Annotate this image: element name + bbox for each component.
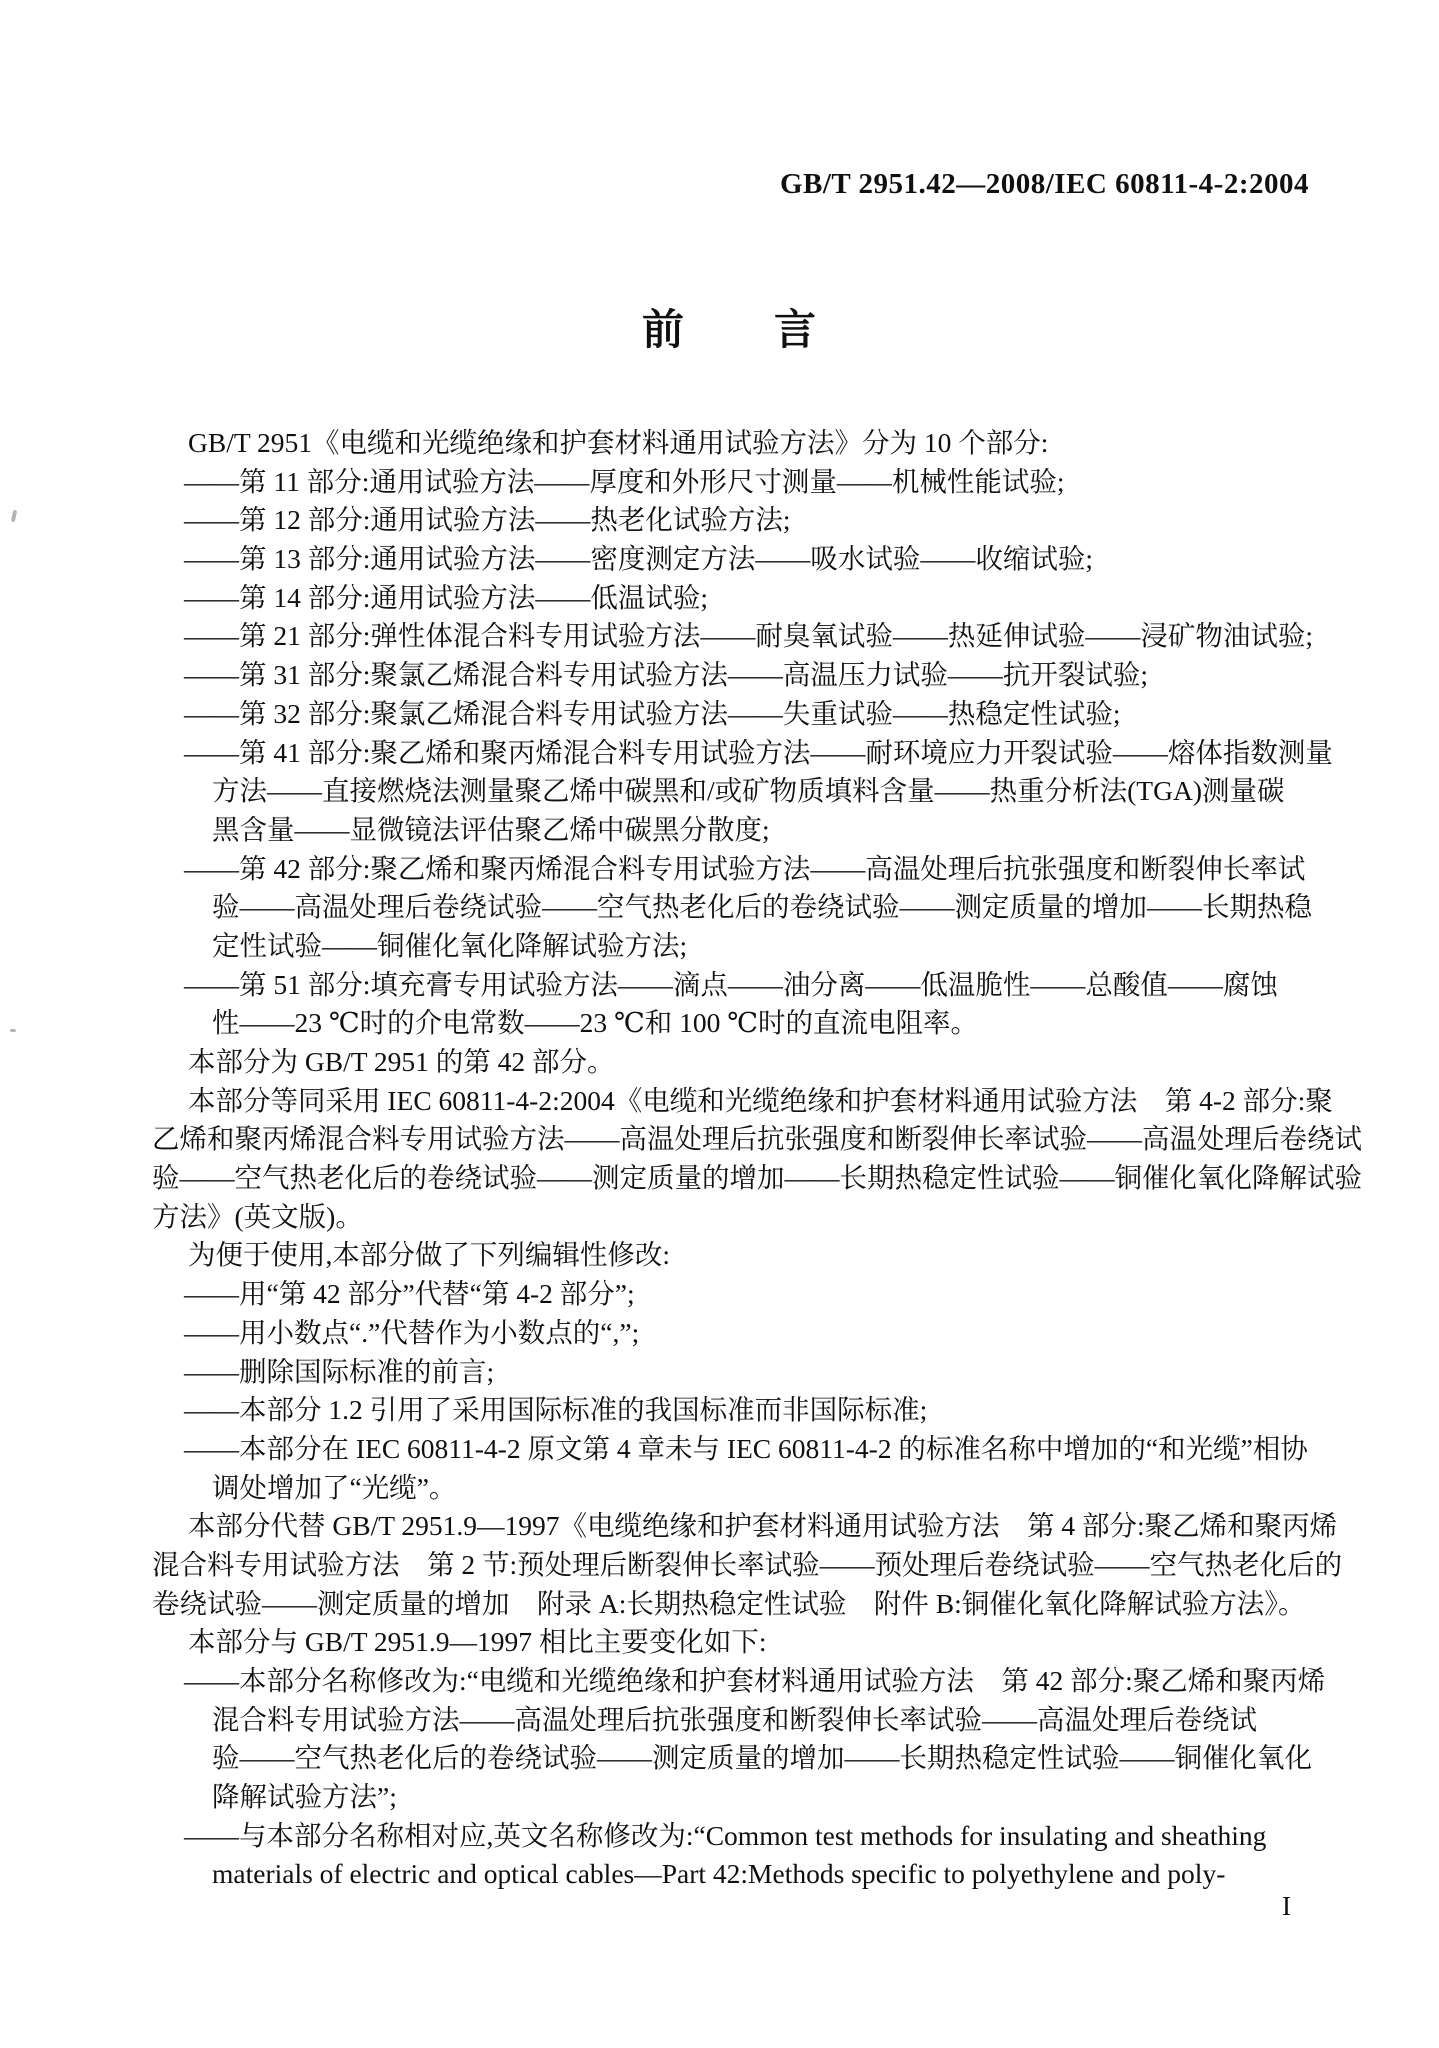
text-line: ——本部分名称修改为:“电缆和光缆绝缘和护套材料通用试验方法 第 42 部分:聚乙烯和聚丙烯 [184, 1665, 1326, 1696]
text-line: 本部分代替 GB/T 2951.9—1997《电缆绝缘和护套材料通用试验方法 第 4 部分:聚乙烯和聚丙烯 [188, 1510, 1338, 1542]
text-line: 方法》(英文版)。 [152, 1200, 363, 1232]
text-line: 为便于使用,本部分做了下列编辑性修改: [188, 1239, 671, 1271]
text-line: 本部分与 GB/T 2951.9—1997 相比主要变化如下: [188, 1626, 767, 1658]
text-line: ——本部分 1.2 引用了采用国际标准的我国标准而非国际标准; [184, 1394, 928, 1426]
text-line: 混合料专用试验方法——高温处理后抗张强度和断裂伸长率试验——高温处理后卷绕试 [212, 1703, 1257, 1735]
page-title: 前 言 [641, 308, 818, 354]
text-line: 黑含量——显微镜法评估聚乙烯中碳黑分散度; [212, 813, 770, 845]
text-line: ——第 51 部分:填充膏专用试验方法——滴点——油分离——低温脆性——总酸值——腐蚀 [184, 968, 1278, 1000]
text-line: ——删除国际标准的前言; [184, 1355, 495, 1387]
text-line: 定性试验——铜催化氧化降解试验方法; [212, 929, 688, 961]
text-line: 验——空气热老化后的卷绕试验——测定质量的增加——长期热稳定性试验——铜催化氧化 [212, 1742, 1312, 1774]
text-line: 本部分为 GB/T 2951 的第 42 部分。 [188, 1046, 615, 1077]
standard-number-header: GB/T 2951.42—2008/IEC 60811-4-2:2004 [779, 168, 1309, 200]
text-line: 本部分等同采用 IEC 60811-4-2:2004《电缆和光缆绝缘和护套材料通用试验方法 第 4-2 部分:聚 [188, 1084, 1333, 1116]
text-line: ——第 32 部分:聚氯乙烯混合料专用试验方法——失重试验——热稳定性试验; [184, 697, 1121, 729]
text-line: ——第 14 部分:通用试验方法——低温试验; [184, 581, 709, 613]
text-line: ——第 31 部分:聚氯乙烯混合料专用试验方法——高温压力试验——抗开裂试验; [184, 659, 1149, 691]
text-line: 混合料专用试验方法 第 2 节:预处理后断裂伸长率试验——预处理后卷绕试验——空气热老化后的 [152, 1548, 1343, 1580]
text-line: 验——空气热老化后的卷绕试验——测定质量的增加——长期热稳定性试验——铜催化氧化降解试验 [152, 1162, 1362, 1194]
text-line: ——用小数点“.”代替作为小数点的“,”; [184, 1316, 640, 1348]
text-line: ——用“第 42 部分”代替“第 4-2 部分”; [184, 1278, 635, 1310]
text-line: ——第 42 部分:聚乙烯和聚丙烯混合料专用试验方法——高温处理后抗张强度和断裂伸长率试 [184, 852, 1306, 884]
text-line: 乙烯和聚丙烯混合料专用试验方法——高温处理后抗张强度和断裂伸长率试验——高温处理后卷绕试 [152, 1123, 1362, 1155]
document-body [152, 424, 1362, 1894]
scan-artifact [11, 510, 17, 523]
text-line: ——第 21 部分:弹性体混合料专用试验方法——耐臭氧试验——热延伸试验——浸矿物油试验; [184, 620, 1314, 652]
page-number: I [1282, 1891, 1292, 1921]
text-line: ——第 11 部分:通用试验方法——厚度和外形尺寸测量——机械性能试验; [184, 465, 1065, 497]
text-line: ——第 41 部分:聚乙烯和聚丙烯混合料专用试验方法——耐环境应力开裂试验——熔体指数测量 [184, 736, 1333, 768]
text-line: GB/T 2951《电缆和光缆绝缘和护套材料通用试验方法》分为 10 个部分: [188, 427, 1049, 458]
scan-artifact [10, 1029, 16, 1032]
text-line: ——本部分在 IEC 60811-4-2 原文第 4 章未与 IEC 60811-4-2 的标准名称中增加的“和光缆”相协 [184, 1432, 1308, 1464]
text-line: ——第 12 部分:通用试验方法——热老化试验方法; [184, 504, 791, 536]
text-line: ——第 13 部分:通用试验方法——密度测定方法——吸水试验——收缩试验; [184, 543, 1094, 575]
text-line: 降解试验方法”; [212, 1781, 397, 1813]
text-line: 方法——直接燃烧法测量聚乙烯中碳黑和/或矿物质填料含量——热重分析法(TGA)测量碳 [212, 775, 1285, 807]
text-line: 调处增加了“光缆”。 [212, 1471, 457, 1503]
text-line: 性——23 ℃时的介电常数——23 ℃和 100 ℃时的直流电阻率。 [212, 1007, 979, 1039]
text-line: materials of electric and optical cables—Part 42:Methods specific to polyethylene and poly- [212, 1858, 1226, 1890]
text-line: ——与本部分名称相对应,英文名称修改为:“Common test methods for insulating and sheathing [184, 1819, 1267, 1851]
text-line: 验——高温处理后卷绕试验——空气热老化后的卷绕试验——测定质量的增加——长期热稳 [212, 891, 1312, 923]
text-line: 卷绕试验——测定质量的增加 附录 A:长期热稳定性试验 附件 B:铜催化氧化降解试验方法》。 [152, 1587, 1306, 1619]
